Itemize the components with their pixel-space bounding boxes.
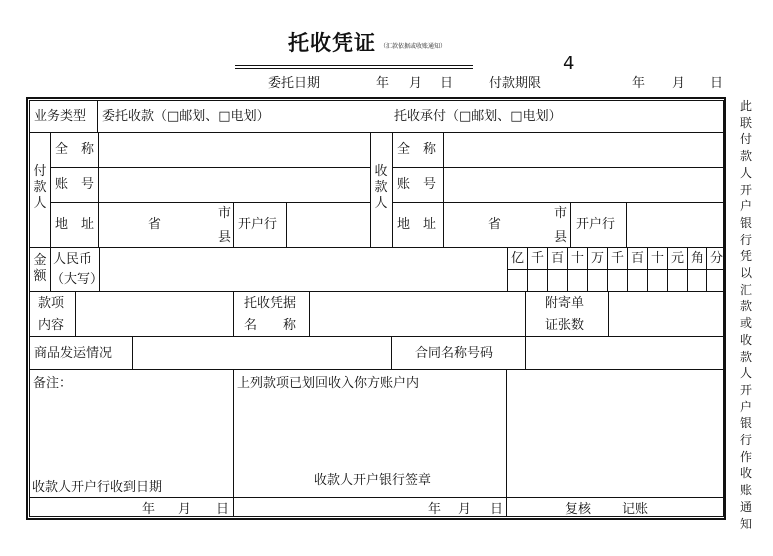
payer-label: 付款人 — [33, 164, 47, 211]
voucher-name-label: 托收凭据 — [244, 296, 297, 311]
amount-unit-1: 千 — [531, 251, 545, 266]
remark-label: 备注： — [33, 376, 73, 391]
received-month: 月 — [178, 502, 192, 517]
payee-bank-label: 开户行 — [576, 217, 616, 232]
amount-unit-9: 角 — [691, 251, 705, 266]
entrust-day: 日 — [440, 76, 454, 91]
seal-day: 日 — [490, 502, 504, 517]
payee-province-label: 省 — [488, 217, 502, 232]
business-type-label: 业务类型 — [34, 109, 87, 124]
payee-full-name-label: 全 称 — [397, 142, 437, 157]
amount-unit-6: 百 — [631, 251, 645, 266]
deadline-day: 日 — [710, 76, 724, 91]
payee-address-label: 地 址 — [397, 217, 437, 232]
payee-label: 收款人 — [374, 164, 388, 211]
item-label: 款项 — [38, 296, 65, 311]
entrust-month: 月 — [409, 76, 423, 91]
copy-number: 4 — [563, 53, 575, 74]
seal-year: 年 — [428, 502, 442, 517]
content-label: 内容 — [38, 318, 65, 333]
review-label: 复核 — [565, 502, 592, 517]
bookkeeping-label: 记账 — [622, 502, 649, 517]
received-year: 年 — [142, 502, 156, 517]
amount-unit-3: 十 — [571, 251, 585, 266]
seal-month: 月 — [458, 502, 472, 517]
amount-unit-7: 十 — [651, 251, 665, 266]
side-note: 此联付款人开户银行凭以汇款或收款人开户银行作收账通知 — [739, 99, 752, 531]
contract-label: 合同名称号码 — [415, 346, 494, 361]
deadline-month: 月 — [672, 76, 686, 91]
payee-account-label: 账 号 — [397, 177, 437, 192]
form-outer-border — [26, 97, 726, 520]
amount-unit-0: 亿 — [511, 251, 525, 266]
payer-bank-label: 开户行 — [238, 217, 278, 232]
received-day: 日 — [216, 502, 230, 517]
attachments-count-label: 证张数 — [545, 318, 585, 333]
received-date-label: 收款人开户行收到日期 — [32, 480, 163, 495]
amount-label: 金额 — [33, 253, 47, 284]
payer-county-label: 县 — [218, 230, 232, 245]
amount-unit-4: 万 — [591, 251, 605, 266]
pay-deadline-label: 付款期限 — [489, 76, 542, 91]
document-title: 托收凭证 — [288, 31, 376, 55]
voucher-name-label-2: 名 称 — [244, 318, 297, 333]
amount-unit-8: 元 — [671, 251, 685, 266]
amount-unit-5: 千 — [611, 251, 625, 266]
amount-unit-2: 百 — [551, 251, 565, 266]
capital-label: （大写） — [51, 272, 104, 287]
transferred-note: 上列款项已划回收入你方账户内 — [237, 376, 420, 391]
rmb-label: 人民币 — [53, 252, 93, 267]
bank-seal-label: 收款人开户银行签章 — [314, 473, 432, 488]
attachments-label: 附寄单 — [545, 296, 585, 311]
payer-province-label: 省 — [148, 217, 162, 232]
payee-county-label: 县 — [554, 230, 568, 245]
entrust-date-label: 委托日期 — [268, 76, 321, 91]
payer-city-label: 市 — [218, 206, 232, 221]
payer-address-label: 地 址 — [55, 217, 95, 232]
deadline-year: 年 — [632, 76, 646, 91]
document-subtitle: （汇款依据或收账通知） — [380, 43, 447, 50]
payer-full-name-label: 全 称 — [55, 142, 95, 157]
collection-acceptance-option: 托收承付（□邮划、□电划） — [394, 109, 562, 124]
payer-account-label: 账 号 — [55, 177, 95, 192]
amount-unit-10: 分 — [710, 251, 724, 266]
goods-shipping-label: 商品发运情况 — [34, 346, 113, 361]
entrust-year: 年 — [376, 76, 390, 91]
payee-city-label: 市 — [554, 206, 568, 221]
entrust-collection-option: 委托收款（□邮划、□电划） — [102, 109, 270, 124]
